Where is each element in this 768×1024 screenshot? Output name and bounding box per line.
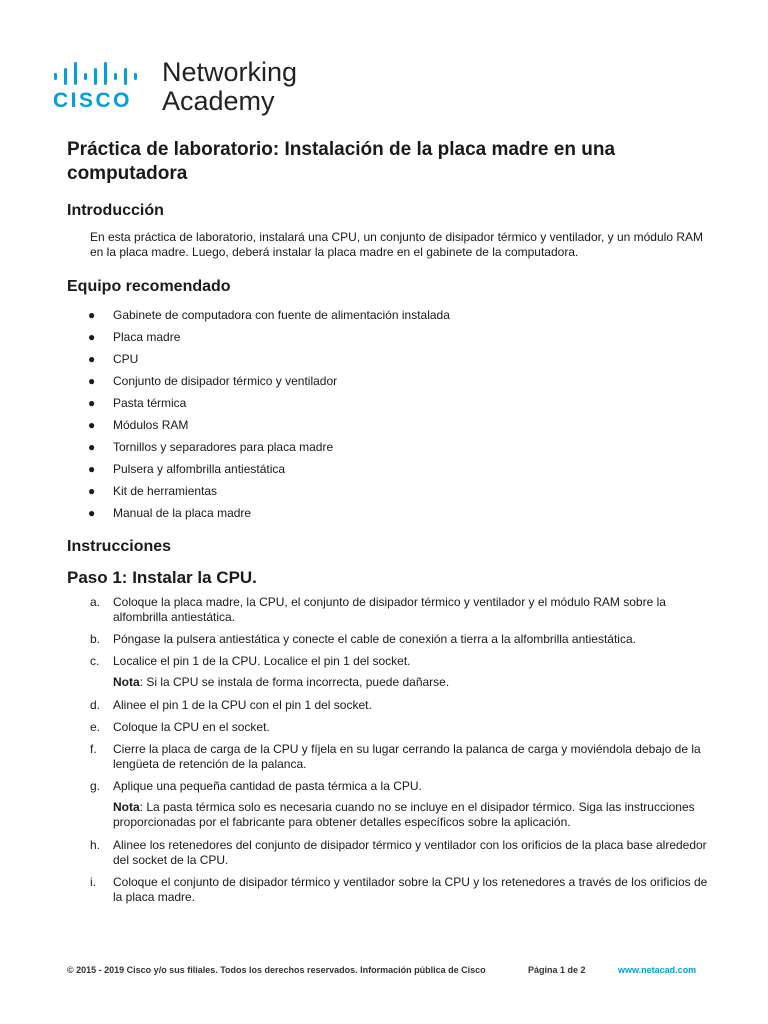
equipment-list (88, 305, 450, 525)
cisco-logo (53, 58, 313, 118)
step-list (90, 595, 710, 912)
list-item: d. Alinee el pin 1 de la CPU con el pin 1 del socket. (90, 698, 372, 712)
equipment-heading: Equipo recomendado (67, 278, 231, 295)
list-item: ● Gabinete de computadora con fuente de alimentación instalada (88, 308, 450, 322)
networking-academy-wordmark: Networking Academy (162, 57, 298, 116)
cisco-wordmark: CISCO (53, 89, 133, 112)
list-item: b. Póngase la pulsera antiestática y conecte el cable de conexión a tierra a la alfombrilla antiestática. (90, 632, 636, 646)
list-item: c. Localice el pin 1 de la CPU. Localice el pin 1 del socket. (90, 654, 411, 668)
list-item: ● Módulos RAM (88, 418, 189, 432)
instructions-heading: Instrucciones (67, 538, 172, 555)
list-item: a. Coloque la placa madre, la CPU, el conjunto de disipador térmico y ventilador y el módulo RAM sobre la alfombrilla antiestática. (90, 595, 666, 624)
page-footer (67, 965, 707, 979)
list-item: ● Manual de la placa madre (88, 506, 252, 520)
copyright-text: © 2015 - 2019 Cisco y/o sus filiales. Todos los derechos reservados. Información pública de Cisco (67, 965, 486, 975)
list-item: ● Conjunto de disipador térmico y ventilador (88, 374, 338, 388)
list-item: ● CPU (88, 352, 139, 366)
cisco-bars-icon (53, 62, 145, 88)
intro-heading: Introducción (67, 202, 164, 219)
list-item: ● Tornillos y separadores para placa madre (88, 440, 334, 454)
list-item: ● Pasta térmica (88, 396, 187, 410)
page-number: Página 1 de 2 (528, 965, 586, 975)
netacad-link[interactable]: www.netacad.com (618, 965, 697, 975)
list-item: i. Coloque el conjunto de disipador térmico y ventilador sobre la CPU y los retenedores a través de los orificios de la placa madre. (90, 875, 708, 904)
page-title: Práctica de laboratorio: Instalación de la placa madre en una computadora (67, 139, 616, 184)
note: Nota: La pasta térmica solo es necesaria cuando no se incluye en el disipador térmico. Siga las instrucciones proporcionadas por el fabricante para obtener detalles específicos sobre la aplicación. (113, 800, 695, 829)
list-item: h. Alinee los retenedores del conjunto de disipador térmico y ventilador con los orificios de la placa base alrededor del socket de la CPU. (90, 838, 707, 867)
list-item: ● Pulsera y alfombrilla antiestática (88, 462, 286, 476)
step-heading: Paso 1: Instalar la CPU. (67, 568, 257, 587)
note: Nota: Si la CPU se instala de forma incorrecta, puede dañarse. (113, 675, 450, 689)
list-item: f. Cierre la placa de carga de la CPU y fíjela en su lugar cerrando la palanca de carga y moviéndola debajo de la lengüeta de retención de la palanca. (90, 742, 701, 771)
list-item: ● Placa madre (88, 330, 181, 344)
list-item: ● Kit de herramientas (88, 484, 218, 498)
intro-text: En esta práctica de laboratorio, instalará una CPU, un conjunto de disipador térmico y ventilador, y un módulo RAM en la placa madre. Luego, deberá instalar la placa madre en el gabinete de la computadora. (90, 230, 703, 259)
list-item: g. Aplique una pequeña cantidad de pasta térmica a la CPU. (90, 779, 422, 793)
list-item: e. Coloque la CPU en el socket. (90, 720, 270, 734)
